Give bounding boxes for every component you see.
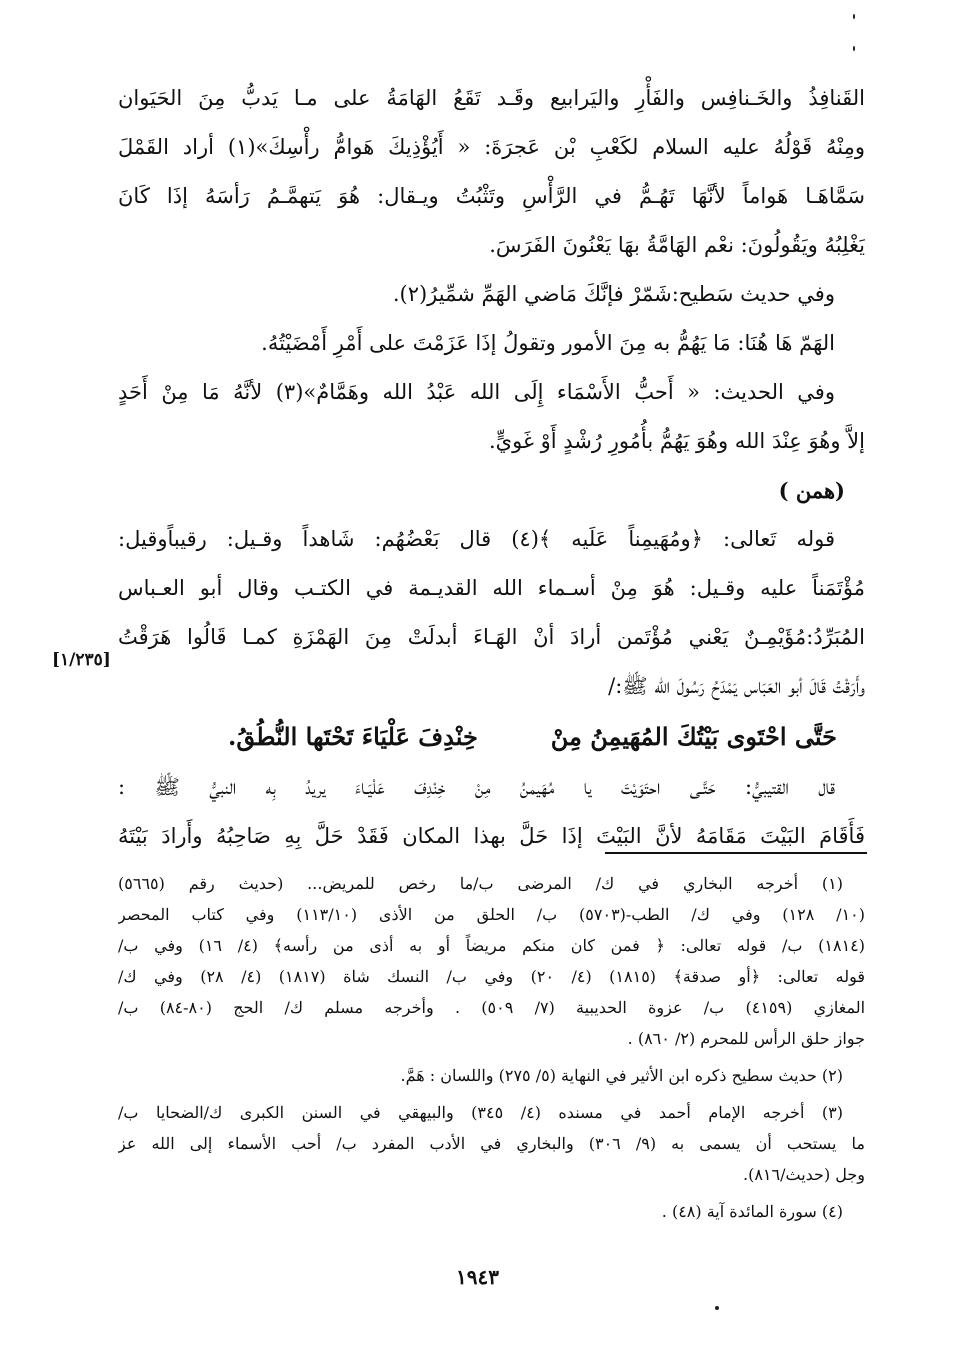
footnote-line: (١٨١٤) ب/ قوله تعالى: ﴿ فمن كان منكم مريضاً أو به أذى من رأسه﴾ (٤/ ١٦) وفي ب/ [118, 936, 865, 955]
text-line: مُؤْتَمَناً عليه وقـيل: هُوَ مِنْ أسـماء الله القديـمة في الكتـب وقال أبو العـباس [118, 576, 865, 600]
main-text-body [118, 74, 865, 861]
footnote-line: (١) أخرجه البخاري في ك/ المرضى ب/ما رخص للمريض... (حديث رقم (٥٦٦٥) [118, 874, 843, 893]
section-heading: (همن ) [778, 478, 845, 503]
text-line: وفي حديث سَطيح:شَمّرْ فإنَّكَ مَاضي الهَمِّ شمِّيرُ(٢). [392, 282, 835, 306]
footnote-line: (٣) أخرجه الإمام أحمد في مسنده (٤/ ٣٤٥) والبيهقي في السنن الكبرى ك/الضحايا ب/ [118, 1103, 843, 1122]
text-line: الهَمّ هَا هُنَا: مَا يَهُمُّ به مِنَ الأمور وتقولُ إذَا عَزَمْتَ على أَمْرِ أَمْضَيْتُهُ. [261, 331, 835, 355]
text-line: قال القتيبيُّ: حَتَّـى احتَوَيْتَ يا مُهَيمنُ مِنْ خِنْدِفَ عَلْيَـاءَ يريدُ بِه النبيُّ ﷺ : [118, 775, 835, 799]
text-line: المُبَرِّدُ:مُؤَيْمِـنٌ يَعْني مُؤْتَمن أرادَ أنْ الهَـاءَ أبدلَتْ مِنَ الهَمْزَةِ كمـا قَالُوا هَرَقْتُ [118, 625, 865, 649]
text-line: وفي الحديث: « أَحبُّ الأَسْمَاء إِلَى الله عَبْدُ الله وهَمَّامٌ»(٣) لأنَّهُ مَا مِنْ أَحَدٍ [118, 380, 835, 404]
text-line: ومِنْهُ قَوْلُهُ عليه السلام لكَعْبِ بْن عَجرَةَ: « أَيُؤْذِيكَ هَوامُّ رأْسِكَ»(١) أراد القَمْلَ [118, 135, 865, 159]
footnote-line: المغازي (٤١٥٩) ب/ عزوة الحديبية (٧/ ٥٠٩) . وأخرجه مسلم ك/ الحج (٨٠-٨٤) ب/ [118, 998, 865, 1017]
footnote-separator [605, 852, 867, 854]
footnote-line: قوله تعالى: ﴿أو صدقة﴾ (١٨١٥) (٤/ ٢٠) وفي ب/ النسك شاة (١٨١٧) (٤/ ٢٨) وفي ك/ [118, 967, 865, 986]
footnote-line: وجل (حديث/٨١٦). [742, 1165, 865, 1184]
footnotes [118, 868, 865, 1227]
verse-second-hemistich: خِنْدِفَ عَلْيَاءَ تَحْتَها النُّطُقُ. [228, 722, 478, 751]
margin-folio-reference: [١/٢٣٥] [52, 650, 111, 670]
text-line: يَغْلِبُهُ ويَقُولُونَ: نعْم الهَامَّةُ بهَا يَعْنُونَ الفَرَسَ. [489, 233, 865, 257]
text-line: القَنافِذُ والخَـنافِس والفَأْرِ واليَرابيع وقَـد تَقَعُ الهَامَةُ على مـا يَدبُّ مِنَ الحَيَوان [118, 86, 865, 110]
scan-speck [853, 46, 855, 51]
text-line: سَمَّاهَـا هَواماً لأنَّهَا تَهُـمُّ في الرَّأْسِ وتَثْبُتُ ويـقال: هُوَ يَتهمَّـمُ رَأسَهُ إذَا كَانَ [118, 184, 865, 208]
verse-first-hemistich: حَتَّى احْتَوى بَيْتُكَ المُهَيمِنُ مِنْ [550, 722, 837, 751]
footnote-line: (٢) حديث سطيح ذكره ابن الأثير في النهاية (٥/ ٢٧٥) واللسان : هَمَّ. [400, 1066, 843, 1085]
page-number: ١٩٤٣ [456, 1265, 499, 1289]
scan-speck [715, 1306, 719, 1310]
text-line: فَأَقَامَ البَيْتَ مَقَامَهُ لأنَّ البَيْتَ إذَا حَلَّ بهذا المكان فَقَدْ حَلَّ بِهِ صَاحِبُهُ وأَرادَ بَيْتَهُ [118, 824, 865, 848]
footnote-line: جواز حلق الرأس للمحرم (٢/ ٨٦٠) . [627, 1029, 865, 1048]
text-line: قوله تَعالى: ﴿ومُهَيمِناً عَلَيه ﴾(٤) قال بَعْضُهُم: شَاهداً وقـيل: رقيباًوقيل: [118, 527, 835, 551]
footnote-line: (١٠/ ١٢٨) وفي ك/ الطب-(٥٧٠٣) ب/ الحلق من الأذى (١١٣/١٠) وفي كتاب المحصر [118, 905, 865, 924]
footnote-line: ما يستحب أن يسمى به (٩/ ٣٠٦) والبخاري في الأدب المفرد ب/ أحب الأسماء إلى الله عز [118, 1134, 865, 1153]
footnote-line: (٤) سورة المائدة آية (٤٨) . [661, 1202, 843, 1221]
poetry-verse [118, 711, 865, 763]
text-line: وأَرَقْتُ قَالَ أبو العَبَاس يَمْدَحُ رَسُولَ الله ﷺ:/ [608, 674, 865, 698]
text-line: إلاَّ وهُوَ عِنْدَ الله وهُوَ يَهُمُّ بأُمُورِ رُشْدٍ أَوْ غَويٍّ. [488, 429, 865, 453]
scan-speck [853, 14, 855, 19]
